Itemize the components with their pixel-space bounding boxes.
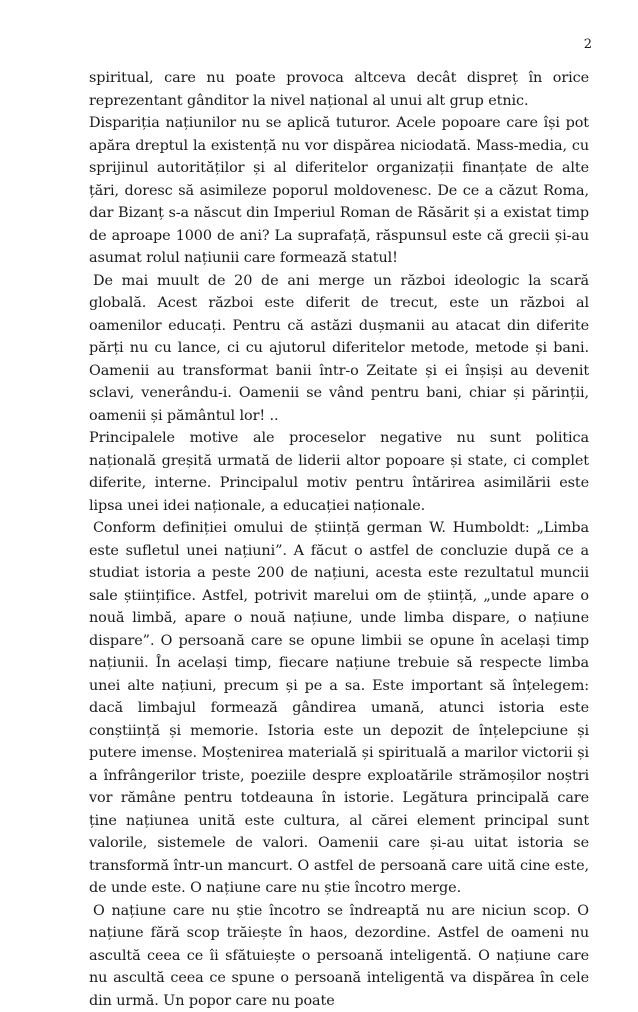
paragraph-6: O națiune care nu știe încotro se îndreaptă nu are niciun scop. O națiune fără scop trăiește în haos, dezordine. Astfel de oameni nu ascultă ceea ce îi sfătuiește o persoană inteligentă. O națiune care nu ascultă ceea ce spune o persoană inteligentă va dispărea în cele din urmă. Un popor care nu poate xyxy=(89,900,589,1012)
paragraph-3: De mai muult de 20 de ani merge un război ideologic la scară globală. Acest război este diferit de trecut, este un război al oamenilor educați. Pentru că astăzi dușmanii au atacat din diferite părți nu cu lance, ci cu ajutorul diferitelor metode, metode și bani. Oamenii au transformat banii într-o Zeitate și ei înșiși au devenit sclavi, venerându-i. Oamenii se vând pentru bani, chiar și părinții, oamenii și pământul lor! .. xyxy=(89,270,589,428)
paragraph-4: Principalele motive ale proceselor negative nu sunt politica națională greșită urmată de liderii altor popoare și state, ci complet diferite, interne. Principalul motiv pentru întărirea asimilării este lipsa unei idei naționale, a educației naționale. xyxy=(89,427,589,517)
paragraph-2: Dispariția națiunilor nu se aplică tuturor. Acele popoare care își pot apăra dreptul la existență nu vor dispărea niciodată. Mass-media, cu sprijinul autorităților și al diferitelor organizații finanțate de alte țări, doresc să asimileze poporul moldovenesc. De ce a căzut Roma, dar Bizanț s-a născut din Imperiul Roman de Răsărit și a existat timp de aproape 1000 de ani? La suprafață, răspunsul este că grecii și-au asumat rolul națiunii care formează statul! xyxy=(89,112,589,270)
body-text xyxy=(89,67,589,1012)
paragraph-1: spiritual, care nu poate provoca altceva decât dispreț în orice reprezentant gânditor la nivel național al unui alt grup etnic. xyxy=(89,67,589,112)
paragraph-5: Conform definiției omului de știință german W. Humboldt: „Limba este sufletul unei națiuni”. A făcut o astfel de concluzie după ce a studiat istoria a peste 200 de națiuni, acesta este rezultatul muncii sale științifice. Astfel, potrivit marelui om de știință, „unde apare o nouă limbă, apare o nouă națiune, unde limba dispare, o națiune dispare”. O persoană care se opune limbii se opune în același timp națiunii. În același timp, fiecare națiune trebuie să respecte limba unei alte națiuni, precum și pe a sa. Este important să înțelegem: dacă limbajul formează gândirea umană, atunci istoria este conștiință și memorie. Istoria este un depozit de înțelepciune și putere imense. Moștenirea materială și spirituală a marilor victorii și a înfrângerilor triste, poeziile despre exploatările strămoșilor noștri vor rămâne pentru totdeauna în istorie. Legătura principală care ține națiunea unită este cultura, al cărei element principal sunt valorile, sistemele de valori. Oamenii care și-au uitat istoria se transformă într-un mancurt. O astfel de persoană care uită cine este, de unde este. O națiune care nu știe încotro merge. xyxy=(89,517,589,900)
page-number: 2 xyxy=(584,38,592,51)
